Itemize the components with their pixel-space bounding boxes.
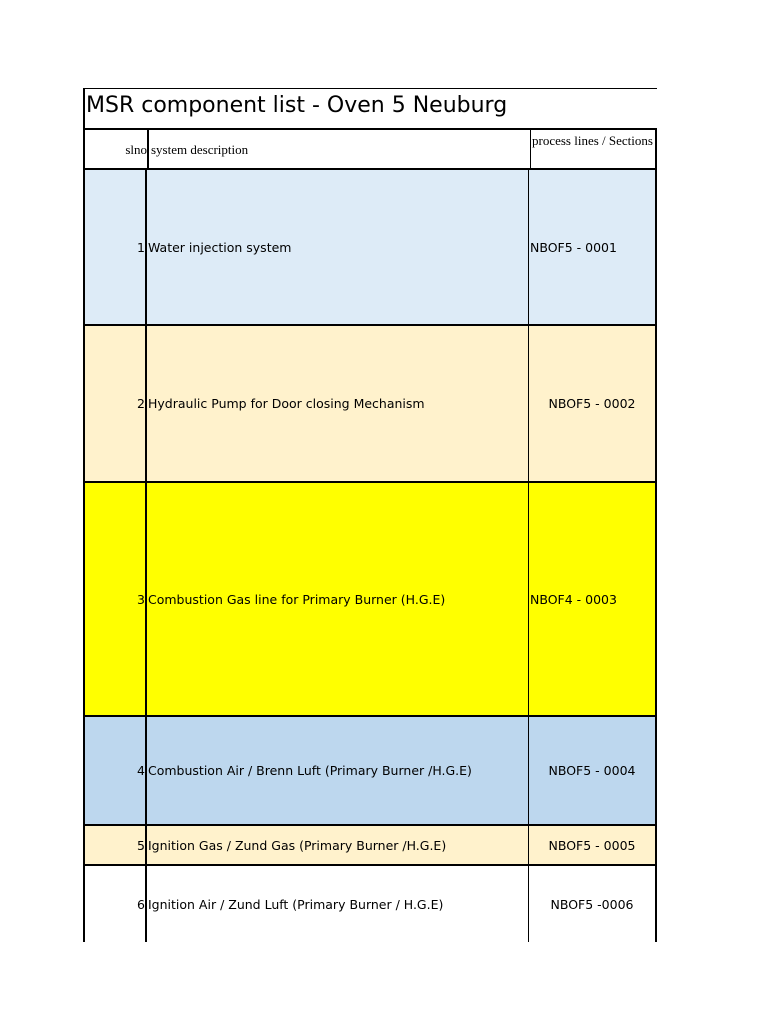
table-row [83, 717, 657, 826]
table-row [83, 326, 657, 483]
cell-description: Ignition Gas / Zund Gas (Primary Burner /H.G.E) [145, 826, 528, 864]
table-row [83, 483, 657, 717]
cell-slno: 1 [83, 170, 145, 324]
cell-process: NBOF5 - 0004 [528, 717, 657, 824]
table-row [83, 826, 657, 866]
cell-description: Combustion Gas line for Primary Burner (H.G.E) [145, 483, 528, 715]
cell-process: NBOF5 -0006 [528, 866, 657, 942]
header-process: process lines / Sections [530, 130, 655, 168]
sheet-title: MSR component list - Oven 5 Neuburg [83, 88, 657, 128]
cell-slno: 2 [83, 326, 145, 481]
cell-slno: 5 [83, 826, 145, 864]
cell-process: NBOF4 - 0003 [528, 483, 657, 715]
cell-slno: 4 [83, 717, 145, 824]
cell-slno: 6 [83, 866, 145, 942]
header-slno: slno [125, 142, 147, 157]
cell-description: Water injection system [145, 170, 528, 324]
header-row [83, 128, 657, 170]
cell-description: Combustion Air / Brenn Luft (Primary Burner /H.G.E) [145, 717, 528, 824]
cell-process: NBOF5 - 0005 [528, 826, 657, 864]
cell-process: NBOF5 - 0002 [528, 326, 657, 481]
cell-description: Hydraulic Pump for Door closing Mechanism [145, 326, 528, 481]
cell-process: NBOF5 - 0001 [528, 170, 657, 324]
cell-slno: 3 [83, 483, 145, 715]
cell-description: Ignition Air / Zund Luft (Primary Burner / H.G.E) [145, 866, 528, 942]
table-row [83, 170, 657, 326]
table-row [83, 866, 657, 942]
header-description: system description [147, 130, 530, 168]
